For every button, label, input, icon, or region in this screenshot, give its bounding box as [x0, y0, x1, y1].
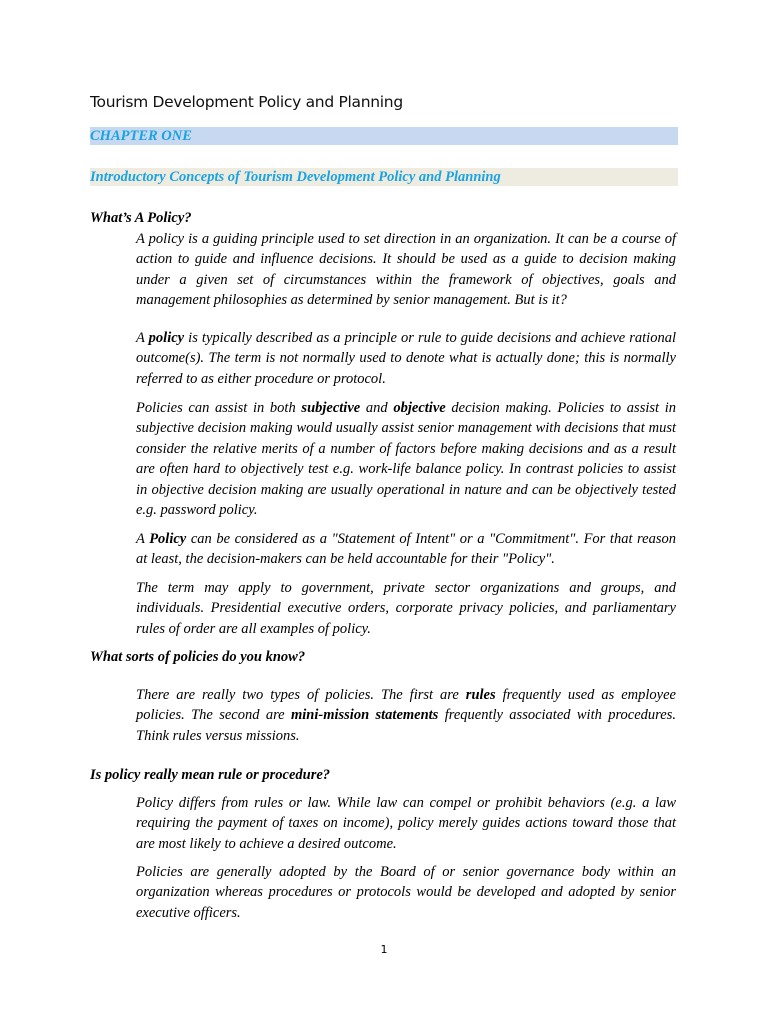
- paragraph-policy-description: A policy is typically described as a principle or rule to guide decisions and achieve rational outcome(s). The term is not normally used to denote what is actually done; this is normally referred to as either procedure or protocol.: [136, 330, 676, 387]
- paragraph-two-types: There are really two types of policies. The first are rules frequently used as employee policies. The second are mini-mission statements frequently associated with procedures. Think rules versus missions.: [136, 687, 676, 744]
- section-heading-whats-a-policy: What’s A Policy?: [90, 210, 192, 226]
- paragraph-term-application: The term may apply to government, private sector organizations and groups, and individuals. Presidential executive orders, corporate privacy policies, and parliamentary rules of order are all examples of policy.: [136, 580, 676, 637]
- subtitle-heading-bar: [90, 168, 678, 186]
- paragraph-policy-adoption: Policies are generally adopted by the Board of or senior governance body within an organization whereas procedures or protocols would be developed and adopted by senior executive officers.: [136, 864, 676, 921]
- paragraph-statement-of-intent: A Policy can be considered as a "Statement of Intent" or a "Commitment". For that reason at least, the decision-makers can be held accountable for their "Policy".: [136, 531, 676, 568]
- chapter-heading: CHAPTER ONE: [90, 128, 192, 144]
- page-number: 1: [380, 943, 388, 956]
- section-heading-sorts-of-policies: What sorts of policies do you know?: [90, 649, 306, 665]
- section-heading-rule-or-procedure: Is policy really mean rule or procedure?: [90, 767, 331, 783]
- chapter-heading-bar: [90, 127, 678, 145]
- paragraph-policy-definition: A policy is a guiding principle used to set direction in an organization. It can be a course of action to guide and influence decisions. It should be used as a guide to decision making under a given set of circumstances within the framework of objectives, goals and management philosophies as determined by senior management. But is it?: [136, 231, 676, 309]
- subtitle-heading: Introductory Concepts of Tourism Development Policy and Planning: [90, 169, 501, 185]
- paragraph-policy-vs-law: Policy differs from rules or law. While law can compel or prohibit behaviors (e.g. a law requiring the payment of taxes on income), policy merely guides actions toward those that are most likely to achieve a desired outcome.: [136, 795, 676, 852]
- document-title: Tourism Development Policy and Planning: [90, 93, 403, 111]
- paragraph-subjective-objective: Policies can assist in both subjective and objective decision making. Policies to assist in subjective decision making would usually assist senior management with decisions that must consider the relative merits of a number of factors before making decisions and as a result are often hard to objectively test e.g. work-life balance policy. In contrast policies to assist in objective decision making are usually operational in nature and can be objectively tested e.g. password policy.: [136, 400, 677, 519]
